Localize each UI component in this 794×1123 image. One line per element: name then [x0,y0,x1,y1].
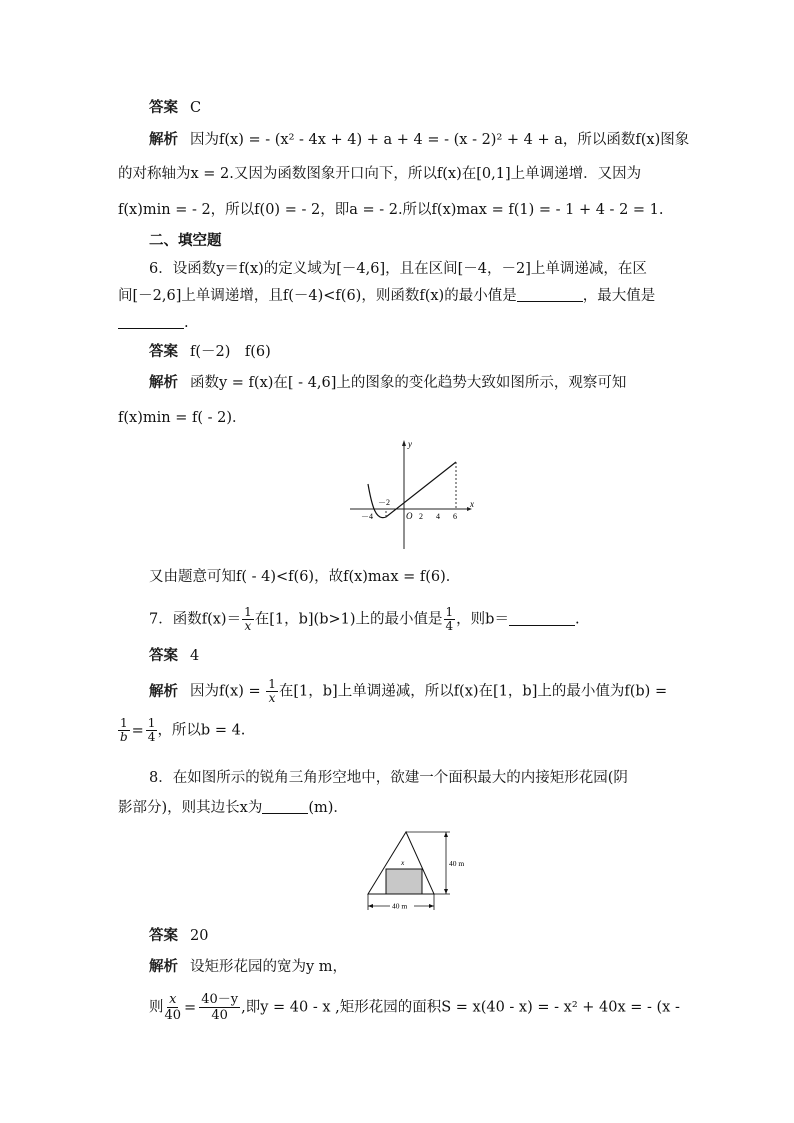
q6-stem-line3 [0,312,794,334]
section-heading-text: 二、填空题 [149,233,222,249]
q7-stem-c: ，则b＝ [456,611,509,628]
tick-label-neg2: －2 [378,498,390,507]
q6-answer: f(－2) f(6) [190,344,271,360]
q6-stem-line1: 6．设函数y＝f(x)的定义域为[－4,6]，且在区间[－4，－2]上单调递减，在区 [149,261,647,277]
q8-stem-text2b: (m)． [308,800,348,816]
origin-label: O [406,511,413,521]
q7-analysis-tail: ，所以b = 4. [157,722,246,739]
q6-analysis-text1: 函数y = f(x)在[ - 4,6]上的图象的变化趋势大致如图所示，观察可知 [190,375,627,391]
frac-den: 4 [147,730,156,744]
q7-stem-end: . [574,611,580,628]
q7-answer-line [0,645,794,667]
q5-analysis-line3: f(x)min = - 2，所以f(0) = - 2，即a = - 2.所以f(x)max = f(1) = - 1 + 4 - 2 = 1. [118,202,664,218]
frac-den: x [268,691,276,705]
frac-den: x [244,619,252,633]
answer-tag: 答案 [149,100,178,116]
q6-stem-end: . [184,315,189,331]
tick-label-2: 2 [419,512,423,521]
q6-analysis-line1 [0,372,794,394]
frac-num: 1 [268,677,276,691]
frac-num: 40－y [201,992,239,1007]
y-axis-arrow [402,440,406,446]
q8-analysis-line1 [0,956,794,978]
q7-analysis-line2 [0,717,794,744]
q7-analysis-b: 在[1，b]上单调递减，所以f(x)在[1，b]上的最小值为f(b) = [278,683,668,700]
q8-answer-line [0,925,794,947]
frac-den: b [119,730,128,744]
q6-stem-text2a: 间[－2,6]上单调递增，且f(－4)<f(6)，则函数f(x)的最小值是 [118,288,517,304]
q5-answer: C [190,100,202,116]
frac-den: 40 [164,1008,182,1023]
q8-analysis-rest: ,即y = 40 - x ,矩形花园的面积S = x(40 - x) = - x² + 40x = - (x - [241,999,680,1016]
q5-analysis-line1 [0,129,794,151]
q7-stem-line [0,606,794,633]
answer-tag: 答案 [149,648,178,664]
tick-label-neg4: －4 [361,512,373,521]
tick-label-4: 4 [436,512,440,521]
q7-analysis-a: 因为f(x) = [190,683,266,700]
answer-tag: 答案 [149,928,178,944]
frac-num: 1 [120,716,128,730]
q6-stem-line2 [0,285,794,307]
q6-after-figure: 又由题意可知f( - 4)<f(6)，故f(x)max = f(6)． [149,569,461,585]
q7-answer: 4 [190,648,200,664]
height-arrow-top [444,832,448,837]
q5-analysis-line2: 的对称轴为x = 2.又因为函数图象开口向下，所以f(x)在[0,1]上单调递增．又因为 [118,166,642,182]
equals-sign: = [184,999,197,1016]
height-arrow-bottom [444,889,448,894]
q6-answer-line [0,341,794,363]
analysis-tag: 解析 [149,132,178,148]
q8-stem-line1: 8．在如图所示的锐角三角形空地中，欲建一个面积最大的内接矩形花园(阴 [149,770,628,786]
q7-stem-a: 7．函数f(x)＝ [149,611,242,628]
q8-fraction-x40 [165,992,182,1023]
q7-stem-b: 在[1，b](b>1)上的最小值是 [254,611,443,628]
frac-num: 1 [445,605,454,619]
q6-blank-max [118,314,184,329]
frac-num: 1 [147,716,156,730]
answer-tag: 答案 [149,344,178,360]
q8-blank [262,799,308,814]
frac-den: 4 [445,619,454,633]
frac-num: 1 [244,605,252,619]
analysis-tag: 解析 [149,375,178,391]
height-label: 40 m [449,859,465,868]
q6-analysis-line2: f(x)min = f( - 2)． [118,410,247,426]
frac-den: 40 [211,1008,228,1023]
y-axis-label: y [408,439,412,449]
base-arrow-right [429,904,434,908]
q8-stem-line2 [0,797,794,819]
q7-analysis-fraction-1b [118,717,130,744]
q7-analysis-fraction-14 [146,717,158,744]
q8-analysis-line2 [0,992,794,1023]
q6-blank-min [517,287,583,302]
frac-num: x [169,992,177,1007]
q8-analysis-text1: 设矩形花园的宽为y m， [190,959,348,975]
analysis-tag: 解析 [149,683,178,700]
q8-stem-text2a: 影部分)，则其边长x为 [118,800,263,816]
rectangle-side-label: x [401,858,405,867]
section-heading [0,230,794,252]
inscribed-rectangle [386,869,422,894]
q8-answer: 20 [190,928,209,944]
q6-stem-text2b: ，最大值是 [582,288,656,304]
tick-label-6: 6 [453,512,457,521]
analysis-tag: 解析 [149,959,178,975]
q5-answer-line [0,97,794,119]
base-arrow-left [368,904,373,908]
equals-sign: = [131,722,144,739]
q7-stem-fraction2 [444,606,456,633]
q6-function-graph [346,437,478,555]
q7-analysis-line1 [0,678,794,705]
q5-analysis-text1: 因为f(x) = - (x² - 4x + 4) + a + 4 = - (x - 2)² + 4 + a，所以函数f(x)图象 [190,132,690,148]
q8-triangle-figure [360,824,466,914]
q8-fraction-40y [199,992,240,1023]
q7-analysis-fraction [266,678,278,705]
q7-stem-fraction1 [242,606,254,633]
base-label: 40 m [392,901,408,911]
q8-analysis-then: 则 [149,999,164,1016]
x-axis-label: x [470,499,474,509]
q7-blank [509,611,575,626]
